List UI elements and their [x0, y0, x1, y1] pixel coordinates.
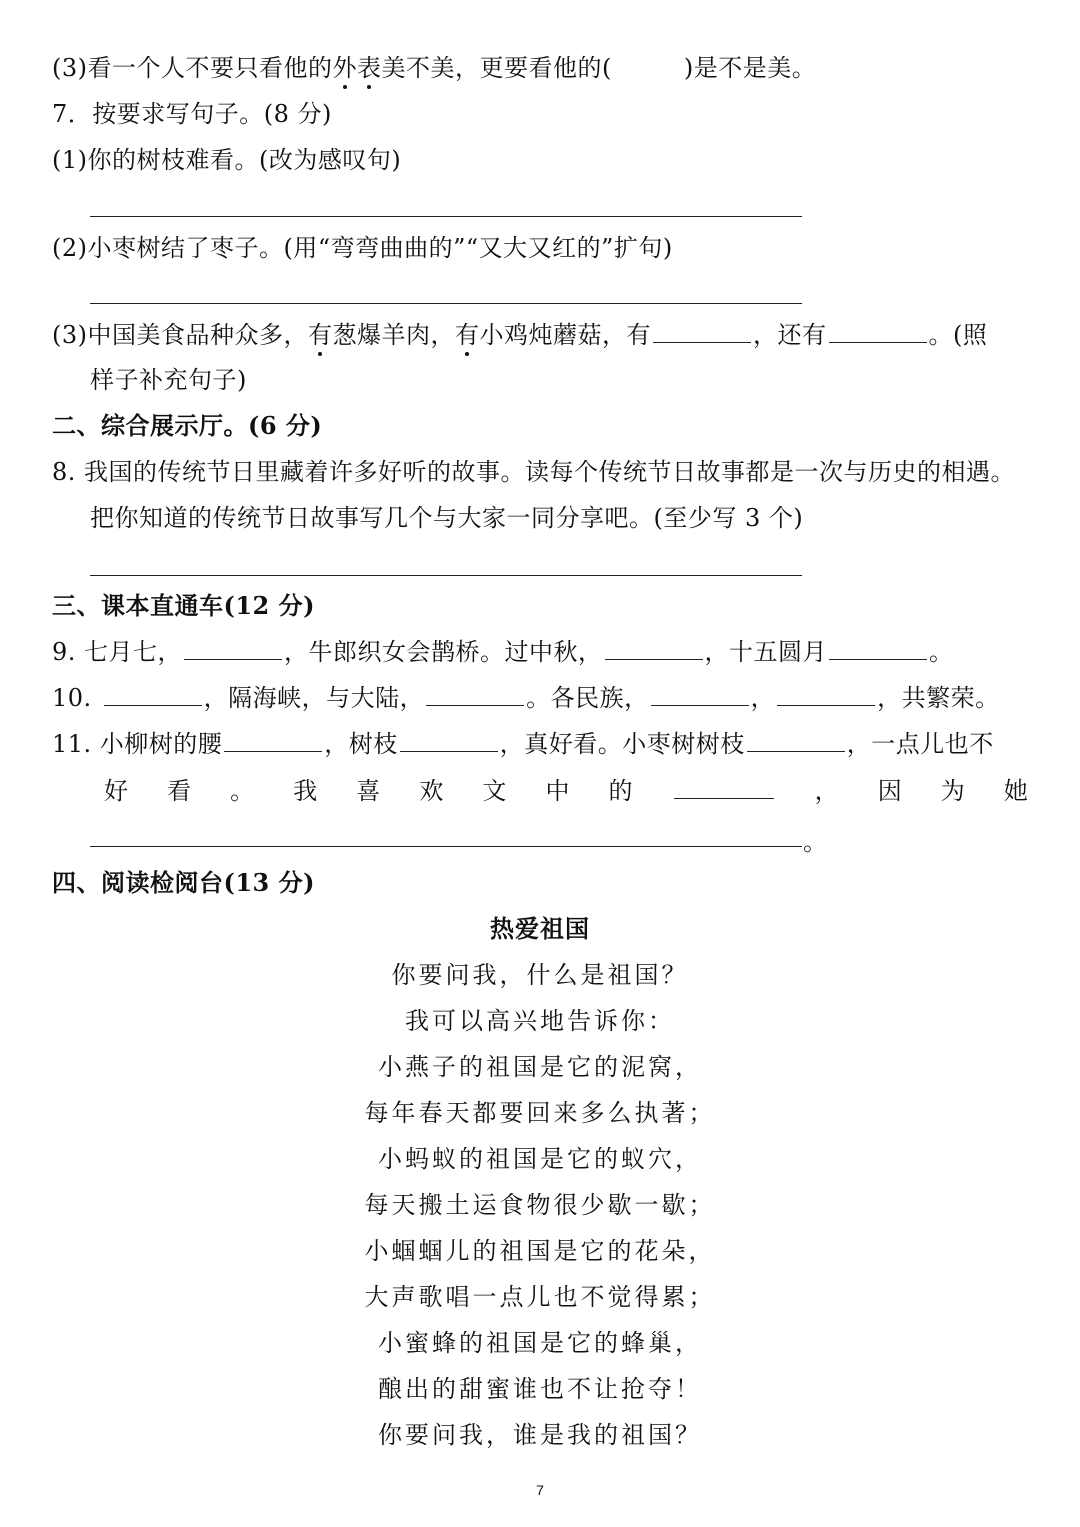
answer-blank[interactable]: [651, 683, 749, 706]
q6-3-middle: 美不美，更要看他的(: [381, 54, 612, 82]
q7-3-text: 小鸡炖蘑菇，有: [479, 321, 651, 349]
emphasis-char: 外: [332, 54, 357, 82]
question-10: [52, 682, 1000, 714]
q10-text: ，共繁荣。: [877, 684, 1000, 712]
answer-blank[interactable]: [829, 637, 927, 660]
poem-line: 小蚂蚁的祖国是它的蚁穴，: [378, 1145, 702, 1173]
question-8-line1: 8. 我国的传统节日里藏着许多好听的故事。读每个传统节日故事都是一次与历史的相遇。: [52, 458, 1016, 486]
q10-text: ，: [750, 684, 776, 712]
q11-char: 我: [293, 777, 318, 805]
answer-blank[interactable]: [674, 776, 774, 799]
section-2-title: 二、综合展示厅。(6 分): [52, 411, 323, 440]
page-number: 7: [536, 1482, 544, 1498]
answer-blank[interactable]: [426, 683, 524, 706]
q7-3-text: ，还有: [753, 321, 827, 349]
q10-text: 。各民族，: [526, 684, 649, 712]
question-8-line2: 把你知道的传统节日故事写几个与大家一同分享吧。(至少写 3 个): [90, 504, 804, 532]
answer-blank[interactable]: [777, 683, 875, 706]
answer-blank[interactable]: [829, 320, 927, 343]
q7-3-text: 葱爆羊肉，: [332, 321, 455, 349]
answer-line[interactable]: [90, 303, 802, 304]
question-11-line2: [104, 775, 1028, 807]
poem-line: 酿出的甜蜜谁也不让抢夺！: [378, 1375, 702, 1403]
question-11-line1: [52, 728, 994, 760]
emphasis-char: 表: [357, 54, 382, 82]
answer-line[interactable]: [90, 216, 802, 217]
answer-blank[interactable]: [653, 320, 751, 343]
question-6-3: [52, 52, 816, 84]
q11-char: 因: [877, 777, 902, 805]
section-3-title: 三、课本直通车(12 分): [52, 591, 315, 620]
q6-3-suffix: )是不是美。: [683, 54, 817, 82]
answer-blank[interactable]: [400, 729, 498, 752]
poem-line: 小蜜蜂的祖国是它的蜂巢，: [378, 1329, 702, 1357]
q10-text: ，隔海峡，与大陆，: [203, 684, 425, 712]
poem-line: 我可以高兴地告诉你：: [405, 1007, 675, 1035]
poem-line: 你要问我，什么是祖国？: [391, 961, 689, 989]
question-7-title: 7．按要求写句子。(8 分): [52, 100, 332, 128]
question-7-2: (2)小枣树结了枣子。(用“弯弯曲曲的”“又大又红的”扩句): [52, 234, 673, 262]
q9-text: 9. 七月七，: [52, 638, 183, 666]
q11-char: 中: [545, 777, 570, 805]
q11-char: 看: [167, 777, 192, 805]
q11-text: ，树枝: [324, 730, 398, 758]
answer-blank[interactable]: [184, 637, 282, 660]
answer-blank[interactable]: [605, 637, 703, 660]
q11-char: 。: [230, 777, 255, 805]
q11-end-mark: 。: [803, 828, 828, 856]
question-7-1: (1)你的树枝难看。(改为感叹句): [52, 146, 402, 174]
q11-char: 喜: [356, 777, 381, 805]
q9-text: ，十五圆月: [704, 638, 828, 666]
q11-char: 文: [482, 777, 507, 805]
answer-line[interactable]: [90, 846, 802, 847]
q11-char: 欢: [419, 777, 444, 805]
q11-char: 的: [608, 777, 633, 805]
q10-text: 10.: [52, 684, 92, 712]
question-7-3-continued: 样子补充句子): [90, 366, 247, 394]
poem-line: 每年春天都要回来多么执著；: [364, 1099, 716, 1127]
answer-blank[interactable]: [224, 729, 322, 752]
answer-blank[interactable]: [104, 683, 202, 706]
q9-text: ，牛郎织女会鹊桥。过中秋，: [284, 638, 603, 666]
emphasis-char: 有: [308, 321, 333, 349]
q11-char: 她: [1003, 777, 1028, 805]
q11-text: ，真好看。小枣树树枝: [499, 730, 745, 758]
section-4-title: 四、阅读检阅台(13 分): [52, 868, 315, 897]
q11-text: ，一点儿也不: [846, 730, 994, 758]
q11-char: 好: [104, 777, 128, 805]
poem-title: 热爱祖国: [490, 914, 590, 943]
q11-char: 为: [940, 777, 965, 805]
question-9: [52, 636, 954, 668]
q6-3-prefix: (3)看一个人不要只看他的: [52, 54, 333, 82]
q9-text: 。: [929, 638, 954, 666]
poem-line: 小燕子的祖国是它的泥窝，: [378, 1053, 702, 1081]
q7-3-text: (3)中国美食品种众多，: [52, 321, 308, 349]
poem-line: 小蝈蝈儿的祖国是它的花朵，: [364, 1237, 716, 1265]
question-7-3: [52, 319, 987, 351]
answer-line[interactable]: [90, 575, 802, 576]
answer-blank[interactable]: [747, 729, 845, 752]
poem-line: 每天搬土运食物很少歇一歇；: [364, 1191, 716, 1219]
q11-text: 11. 小柳树的腰: [52, 730, 223, 758]
q7-3-text: 。(照: [928, 321, 988, 349]
emphasis-char: 有: [455, 321, 480, 349]
q11-char: ，: [814, 777, 839, 805]
poem-line: 大声歌唱一点儿也不觉得累；: [364, 1283, 716, 1311]
poem-line: 你要问我，谁是我的祖国？: [378, 1421, 702, 1449]
